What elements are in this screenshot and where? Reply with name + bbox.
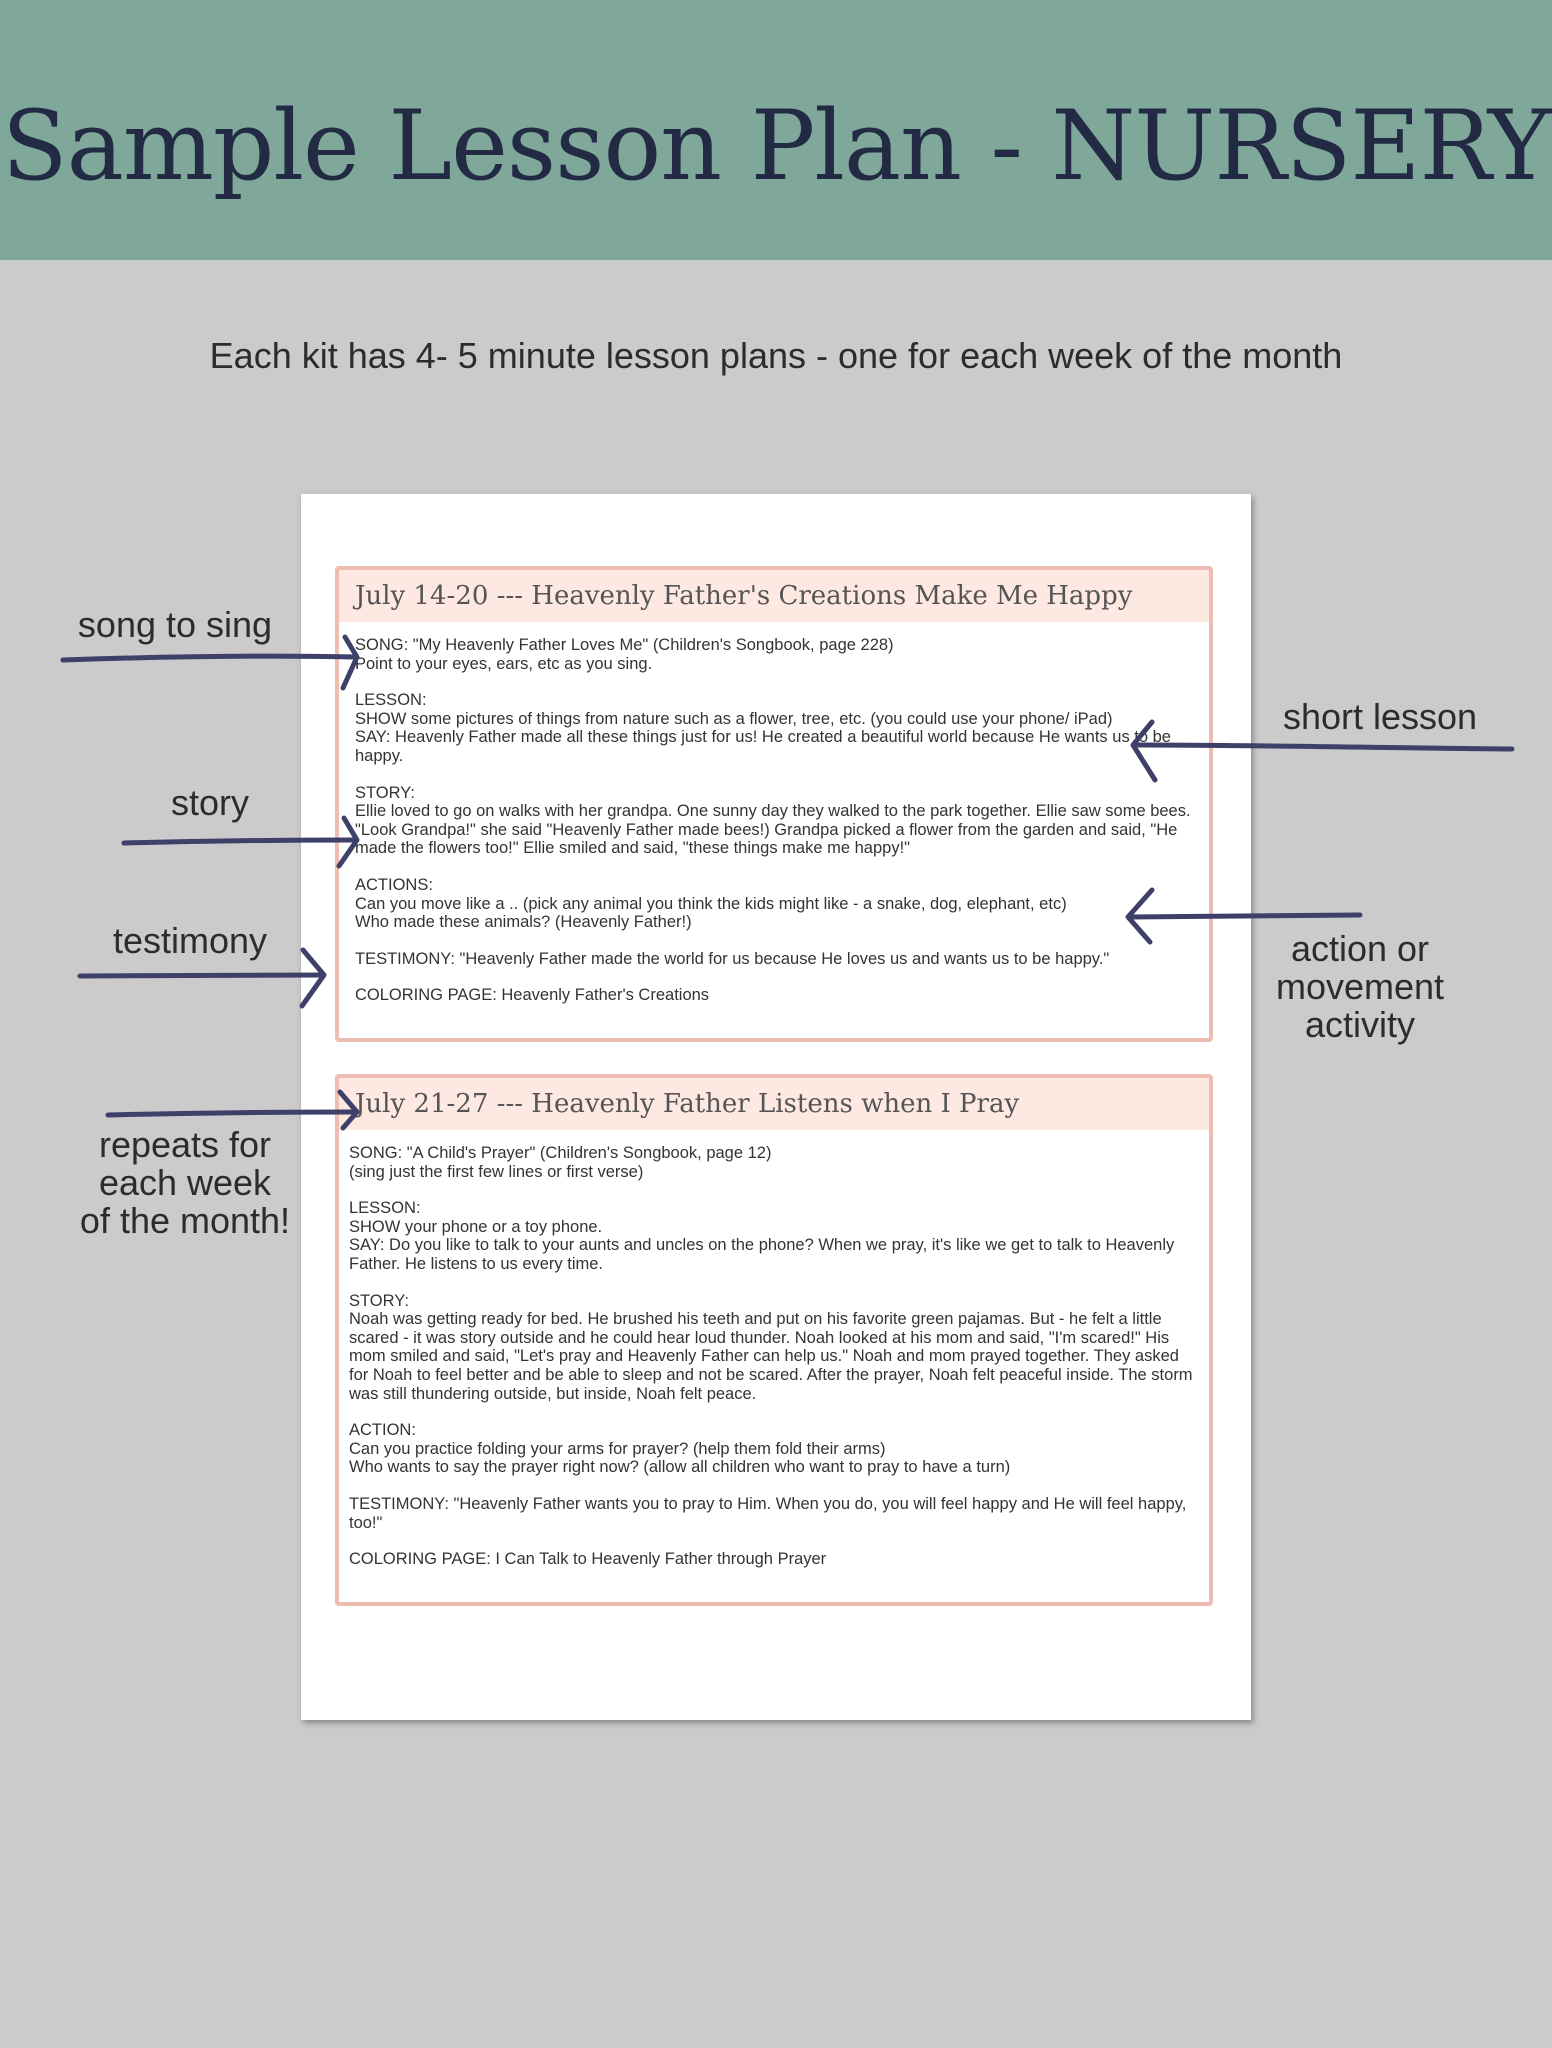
lesson-story: STORY: Ellie loved to go on walks with her grandpa. One sunny day they walked to the park together. Ellie saw some bees. "Look Grandpa!" she said "Heavenly Father made bees!) Grandpa picked a flower from the garden and said, "He made the flowers too!" Ellie smiled and said, "these things make me happy!": [355, 783, 1191, 858]
lesson-actions: ACTIONS: Can you move like a .. (pick any animal you think the kids might like - a snake, dog, elephant, etc) Who made these animals? (Heavenly Father!): [355, 875, 1067, 932]
annotation-action: action or movement activity: [1275, 928, 1445, 1045]
arrow-song-icon: [63, 637, 357, 688]
page-title: Sample Lesson Plan - NURSERY: [1, 90, 1551, 202]
annotation-song: song to sing: [77, 604, 273, 645]
lesson-testimony: TESTIMONY: "Heavenly Father wants you to pray to Him. When you do, you will feel happy and He will feel happy, too!": [349, 1494, 1187, 1532]
annotation-short-lesson: short lesson: [1282, 696, 1478, 737]
arrow-repeats-icon: [108, 1092, 357, 1128]
arrow-action-icon: [1128, 890, 1360, 942]
arrow-testimony-icon: [80, 950, 324, 1006]
arrow-short-lesson-icon: [1133, 722, 1512, 780]
lesson-lesson: LESSON: SHOW some pictures of things from nature such as a flower, tree, etc. (you could use your phone/ iPad) SAY: Heavenly Father made all these things just for us! He created a beautiful world because He wants us to be happy.: [355, 691, 1171, 765]
lesson-song: SONG: "My Heavenly Father Loves Me" (Children's Songbook, page 228) Point to your eyes, ears, etc as you sing.: [355, 636, 894, 673]
lesson-lesson: LESSON: SHOW your phone or a toy phone. SAY: Do you like to talk to your aunts and uncles on the phone? When we pray, it's like we get to talk to Heavenly Father. He listens to us every time.: [349, 1199, 1175, 1273]
lesson-title: July 21-27 --- Heavenly Father Listens when I Pray: [339, 1078, 1209, 1130]
lesson-actions: ACTION: Can you practice folding your arms for prayer? (help them fold their arms) Who wants to say the prayer right now? (allow all children who want to pray to have a turn): [349, 1421, 1011, 1477]
lesson-song: SONG: "A Child's Prayer" (Children's Songbook, page 12) (sing just the first few lines or first verse): [349, 1144, 772, 1181]
subtitle: Each kit has 4- 5 minute lesson plans - one for each week of the month: [209, 335, 1343, 376]
annotation-repeats: repeats for each week of the month!: [79, 1124, 291, 1241]
lesson-story: STORY: Noah was getting ready for bed. He brushed his teeth and put on his favorite green pajamas. But - he felt a little scared - it was story outside and he could hear loud thunder. Noah looked at his mom and said, "I'm scared!" His mom smiled and said, "Let's pray and Heavenly Father can help us." Noah and mom prayed together. They asked for Noah to feel better and be able to sleep and not be scared. After the prayer, Noah felt peaceful inside. The storm was still thundering outside, but inside, Noah felt peace.: [349, 1291, 1193, 1403]
annotation-story: story: [170, 782, 249, 823]
annotation-testimony: testimony: [112, 920, 268, 961]
lesson-coloring-page: COLORING PAGE: Heavenly Father's Creations: [355, 986, 710, 1005]
arrow-story-icon: [124, 818, 357, 866]
lesson-testimony: TESTIMONY: "Heavenly Father made the world for us because He loves us and wants us to be happy.": [355, 949, 1110, 968]
lesson-title: July 14-20 --- Heavenly Father's Creations Make Me Happy: [339, 570, 1209, 622]
lesson-coloring-page: COLORING PAGE: I Can Talk to Heavenly Father through Prayer: [349, 1550, 827, 1569]
